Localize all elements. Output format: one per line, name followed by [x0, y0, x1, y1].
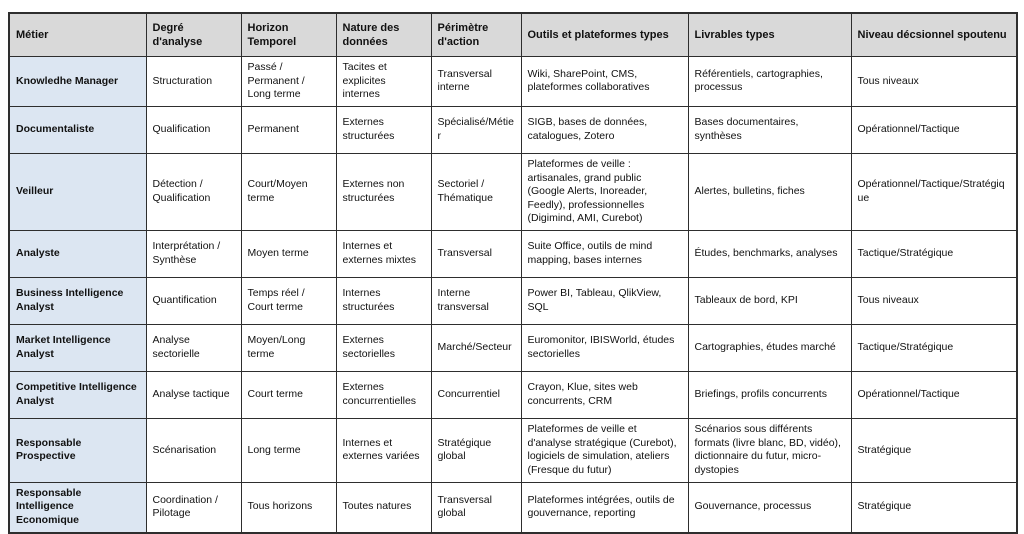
- table-cell: Concurrentiel: [431, 372, 521, 419]
- table-cell: Opérationnel/Tactique: [851, 106, 1017, 153]
- table-cell: Plateformes intégrées, outils de gouvernance, reporting: [521, 482, 688, 532]
- table-cell: Court terme: [241, 372, 336, 419]
- table-cell: Cartographies, études marché: [688, 325, 851, 372]
- table-cell: Transversal: [431, 231, 521, 278]
- row-header-metier: Responsable Prospective: [9, 419, 146, 483]
- table-row: [9, 106, 1017, 153]
- table-cell: Moyen/Long terme: [241, 325, 336, 372]
- table-cell: Briefings, profils concurrents: [688, 372, 851, 419]
- table-cell: Stratégique: [851, 419, 1017, 483]
- document-table-container: [8, 12, 1016, 534]
- table-cell: Stratégique global: [431, 419, 521, 483]
- table-cell: Internes et externes mixtes: [336, 231, 431, 278]
- table-cell: Quantification: [146, 278, 241, 325]
- table-cell: Détection / Qualification: [146, 153, 241, 230]
- column-header: Nature des données: [336, 13, 431, 57]
- table-cell: Gouvernance, processus: [688, 482, 851, 532]
- table-cell: Tacites et explicites internes: [336, 57, 431, 107]
- table-cell: Suite Office, outils de mind mapping, bases internes: [521, 231, 688, 278]
- row-header-metier: Analyste: [9, 231, 146, 278]
- table-cell: Qualification: [146, 106, 241, 153]
- table-cell: Interne transversal: [431, 278, 521, 325]
- table-cell: Analyse tactique: [146, 372, 241, 419]
- table-cell: Power BI, Tableau, QlikView, SQL: [521, 278, 688, 325]
- table-row: [9, 372, 1017, 419]
- table-cell: Référentiels, cartographies, processus: [688, 57, 851, 107]
- table-cell: Interprétation / Synthèse: [146, 231, 241, 278]
- table-body: [9, 57, 1017, 533]
- table-cell: Permanent: [241, 106, 336, 153]
- table-cell: Temps réel / Court terme: [241, 278, 336, 325]
- table-cell: Études, benchmarks, analyses: [688, 231, 851, 278]
- column-header: Métier: [9, 13, 146, 57]
- table-row: [9, 231, 1017, 278]
- table-head: [9, 13, 1017, 57]
- row-header-metier: Competitive Intelligence Analyst: [9, 372, 146, 419]
- table-cell: Externes concurrentielles: [336, 372, 431, 419]
- row-header-metier: Documentaliste: [9, 106, 146, 153]
- row-header-metier: Veilleur: [9, 153, 146, 230]
- table-cell: Scénarios sous différents formats (livre blanc, BD, vidéo), dictionnaire du futur, micro-dystopies: [688, 419, 851, 483]
- table-cell: Plateformes de veille : artisanales, grand public (Google Alerts, Inoreader, Feedly), professionnelles (Digimind, AMI, Curebot): [521, 153, 688, 230]
- table-row: [9, 153, 1017, 230]
- table-cell: Sectoriel / Thématique: [431, 153, 521, 230]
- table-cell: Scénarisation: [146, 419, 241, 483]
- table-row: [9, 419, 1017, 483]
- table-cell: Plateformes de veille et d'analyse stratégique (Curebot), logiciels de simulation, ateliers (Fresque du futur): [521, 419, 688, 483]
- table-cell: Alertes, bulletins, fiches: [688, 153, 851, 230]
- table-cell: Externes sectorielles: [336, 325, 431, 372]
- table-cell: SIGB, bases de données, catalogues, Zotero: [521, 106, 688, 153]
- column-header: Outils et plateformes types: [521, 13, 688, 57]
- table-row: [9, 325, 1017, 372]
- column-header: Livrables types: [688, 13, 851, 57]
- table-cell: Bases documentaires, synthèses: [688, 106, 851, 153]
- table-cell: Stratégique: [851, 482, 1017, 532]
- table-cell: Euromonitor, IBISWorld, études sectorielles: [521, 325, 688, 372]
- table-cell: Transversal global: [431, 482, 521, 532]
- table-cell: Externes non structurées: [336, 153, 431, 230]
- table-cell: Tactique/Stratégique: [851, 231, 1017, 278]
- table-cell: Tous niveaux: [851, 278, 1017, 325]
- table-cell: Opérationnel/Tactique: [851, 372, 1017, 419]
- table-row: [9, 482, 1017, 532]
- roles-intelligence-table: [8, 12, 1018, 534]
- table-cell: Analyse sectorielle: [146, 325, 241, 372]
- table-cell: Internes structurées: [336, 278, 431, 325]
- row-header-metier: Market Intelligence Analyst: [9, 325, 146, 372]
- table-cell: Tous horizons: [241, 482, 336, 532]
- header-row: [9, 13, 1017, 57]
- table-cell: Long terme: [241, 419, 336, 483]
- table-row: [9, 278, 1017, 325]
- table-cell: Externes structurées: [336, 106, 431, 153]
- column-header: Horizon Temporel: [241, 13, 336, 57]
- column-header: Périmètre d'action: [431, 13, 521, 57]
- row-header-metier: Responsable Intelligence Economique: [9, 482, 146, 532]
- table-cell: Coordination / Pilotage: [146, 482, 241, 532]
- table-cell: Crayon, Klue, sites web concurrents, CRM: [521, 372, 688, 419]
- table-cell: Marché/Secteur: [431, 325, 521, 372]
- column-header: Degré d'analyse: [146, 13, 241, 57]
- table-cell: Toutes natures: [336, 482, 431, 532]
- table-cell: Tableaux de bord, KPI: [688, 278, 851, 325]
- table-cell: Spécialisé/Métier: [431, 106, 521, 153]
- table-cell: Moyen terme: [241, 231, 336, 278]
- table-cell: Court/Moyen terme: [241, 153, 336, 230]
- table-cell: Tous niveaux: [851, 57, 1017, 107]
- row-header-metier: Knowledhe Manager: [9, 57, 146, 107]
- table-cell: Wiki, SharePoint, CMS, plateformes collaboratives: [521, 57, 688, 107]
- row-header-metier: Business Intelligence Analyst: [9, 278, 146, 325]
- table-cell: Opérationnel/Tactique/Stratégique: [851, 153, 1017, 230]
- table-cell: Passé / Permanent / Long terme: [241, 57, 336, 107]
- table-row: [9, 57, 1017, 107]
- table-cell: Internes et externes variées: [336, 419, 431, 483]
- table-cell: Tactique/Stratégique: [851, 325, 1017, 372]
- table-cell: Structuration: [146, 57, 241, 107]
- table-cell: Transversal interne: [431, 57, 521, 107]
- column-header: Niveau décsionnel spoutenu: [851, 13, 1017, 57]
